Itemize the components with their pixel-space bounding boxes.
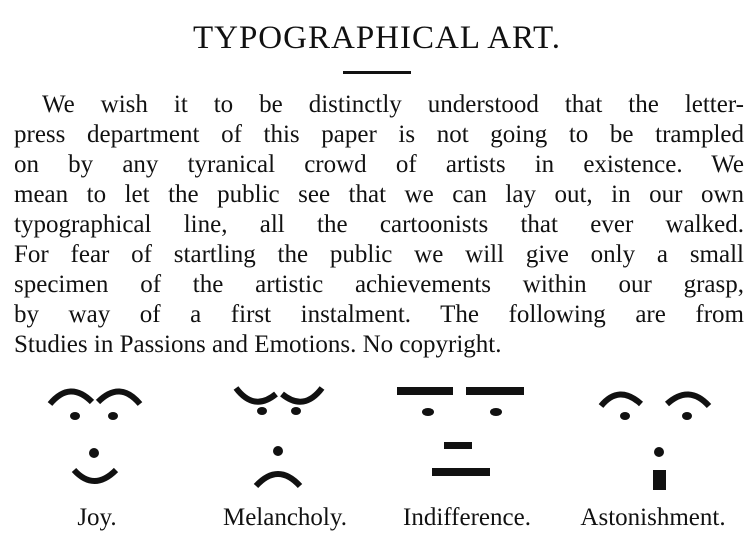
indifference-face-icon xyxy=(392,382,532,492)
indifference-left-eye xyxy=(422,408,434,416)
joy-face-icon xyxy=(40,382,150,492)
caption-astonishment: Astonishment. xyxy=(580,504,726,531)
melancholy-nose xyxy=(273,446,283,456)
indifference-right-eye xyxy=(490,408,502,416)
melancholy-face-icon xyxy=(228,382,338,492)
title-rule xyxy=(343,71,411,74)
paragraph-line: For fear of startling the public we will give only a small xyxy=(14,241,744,268)
page-title: TYPOGRAPHICAL ART. xyxy=(192,20,562,56)
melancholy-left-eye xyxy=(257,407,267,415)
astonishment-left-brow xyxy=(601,394,641,406)
joy-left-eye xyxy=(70,412,80,420)
indifference-right-brow xyxy=(466,387,524,395)
caption-joy: Joy. xyxy=(77,504,117,531)
melancholy-right-eye xyxy=(291,407,301,415)
joy-mouth xyxy=(74,470,116,481)
melancholy-mouth xyxy=(256,474,300,486)
astonishment-face-icon xyxy=(595,382,720,497)
astonishment-left-eye xyxy=(620,412,630,420)
paragraph-line: mean to let the public see that we can lay out, in our own xyxy=(14,181,744,208)
caption-indifference: Indifference. xyxy=(403,504,531,531)
joy-nose xyxy=(89,448,99,458)
astonishment-right-eye xyxy=(682,412,692,420)
paragraph-line: We wish it to be distinctly understood that the letter- xyxy=(42,91,744,118)
body-paragraph xyxy=(14,90,744,360)
indifference-left-brow xyxy=(397,387,453,395)
joy-right-brow xyxy=(98,391,140,404)
caption-melancholy: Melancholy. xyxy=(222,504,348,531)
melancholy-left-brow xyxy=(236,388,276,402)
joy-right-eye xyxy=(108,412,118,420)
paragraph-line: specimen of the artistic achievements within our grasp, xyxy=(14,271,744,298)
paragraph-line: Studies in Passions and Emotions. No copyright. xyxy=(14,331,502,358)
indifference-mouth xyxy=(432,468,490,476)
paragraph-line: by way of a first instalment. The following are from xyxy=(14,301,744,328)
astonishment-mouth xyxy=(653,470,666,490)
paragraph-line: press department of this paper is not going to be trampled xyxy=(14,121,744,148)
melancholy-right-brow xyxy=(282,388,322,402)
indifference-nose xyxy=(444,442,472,449)
paragraph-line: on by any tyranical crowd of artists in existence. We xyxy=(14,151,744,178)
joy-left-brow xyxy=(50,391,92,404)
paragraph-line: typographical line, all the cartoonists that ever walked. xyxy=(14,211,744,238)
astonishment-nose xyxy=(654,447,664,457)
astonishment-right-brow xyxy=(667,394,709,406)
